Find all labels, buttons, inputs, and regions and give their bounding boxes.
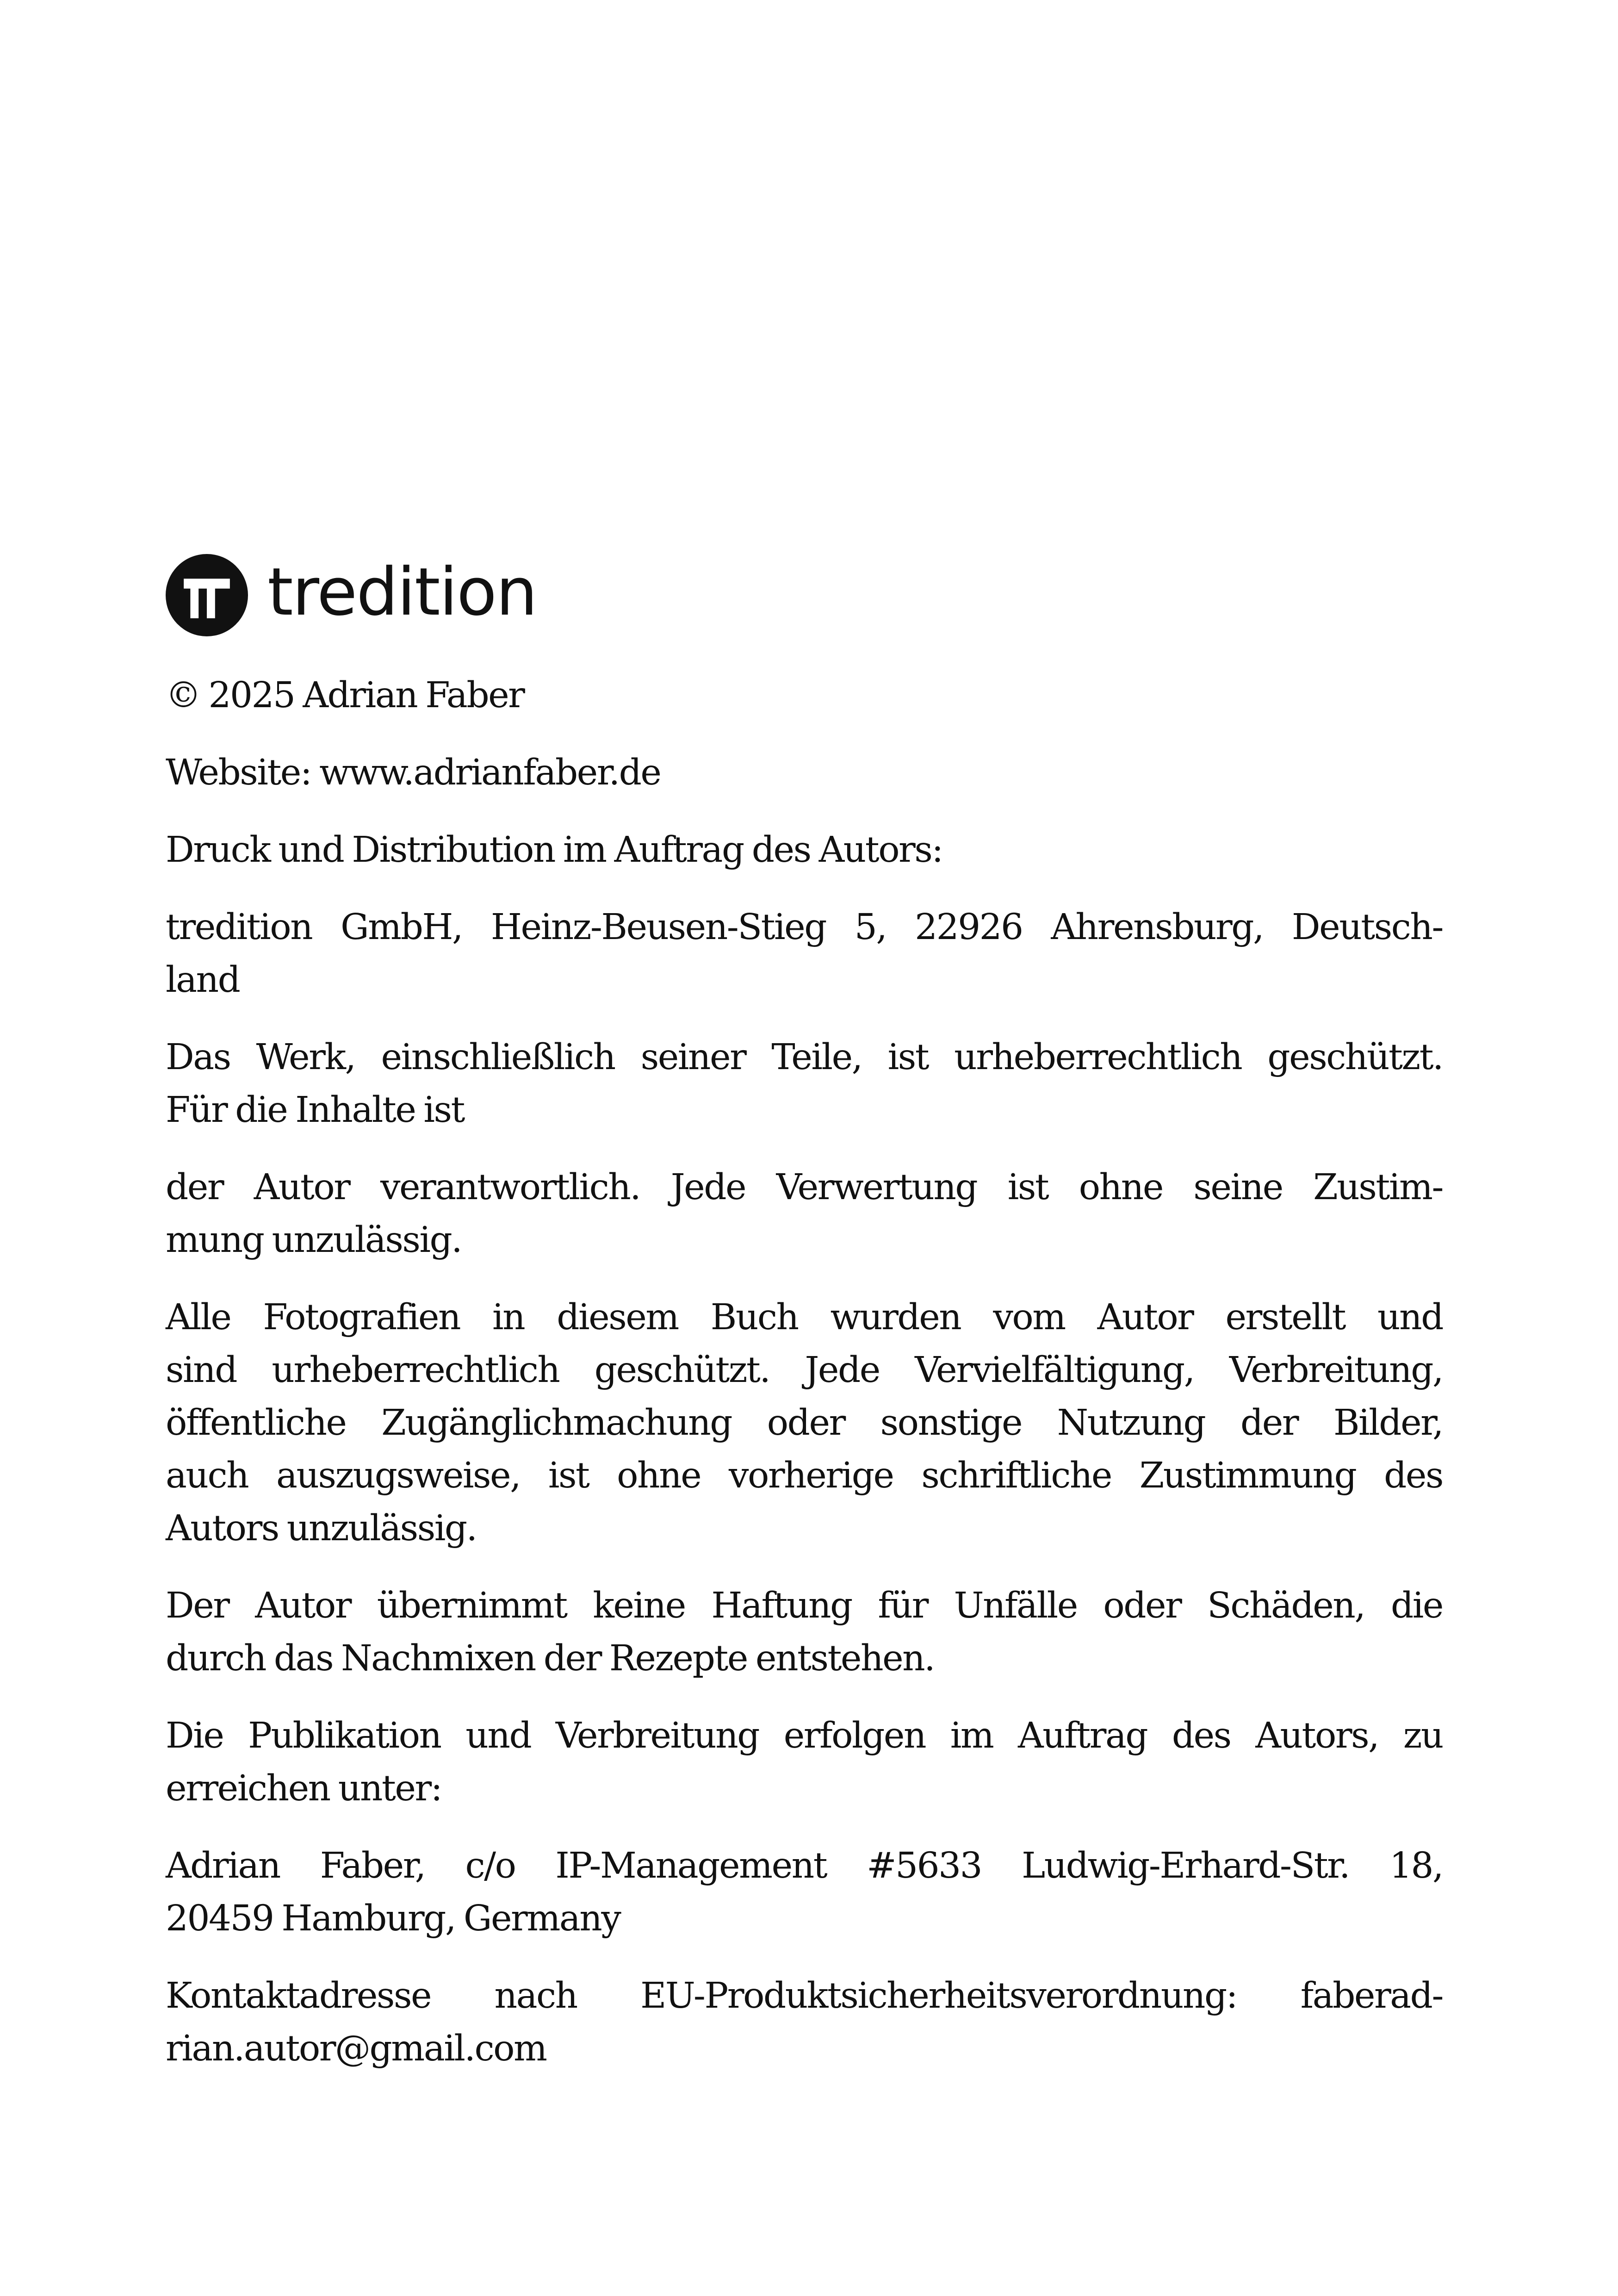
text-line: Für die Inhalte ist: [166, 1089, 464, 1131]
photo-rights-notice: [166, 1291, 1443, 1555]
text-line: Alle Fotografien in diesem Buch wurden vom Autor erstellt und: [166, 1297, 1443, 1338]
text-line: öffentliche Zugänglichmachung oder sonstige Nutzung der Bilder,: [166, 1402, 1443, 1444]
text-line: der Autor verantwortlich. Jede Verwertung ist ohne seine Zustim-: [166, 1167, 1443, 1208]
text-line: Adrian Faber, c/o IP-Management #5633 Ludwig-Erhard-Str. 18,: [166, 1845, 1443, 1886]
logo-wordmark: tredition: [267, 554, 537, 630]
text-line: sind urheberrechtlich geschützt. Jede Vervielfältigung, Verbreitung,: [166, 1350, 1443, 1391]
copyright-line: [166, 669, 1443, 722]
publisher-address: [166, 901, 1443, 1007]
text-line: tredition GmbH, Heinz-Beusen-Stieg 5, 22926 Ahrensburg, Deutsch-: [166, 907, 1443, 948]
text-line: rian.autor@gmail.com: [166, 2028, 546, 2069]
text-line: 20459 Hamburg, Germany: [166, 1898, 620, 1939]
publication-notice: [166, 1710, 1443, 1815]
liability-notice: [166, 1580, 1443, 1685]
text-line: Kontaktadresse nach EU-Produktsicherheitsverordnung: faberad-: [166, 1975, 1443, 2016]
publisher-logo: [166, 554, 1443, 637]
website-line: [166, 747, 1443, 799]
text-line: Druck und Distribution im Auftrag des Autors:: [166, 829, 942, 871]
text-line: auch auszugsweise, ist ohne vorherige schriftliche Zustimmung des: [166, 1455, 1443, 1496]
author-address: [166, 1840, 1443, 1945]
text-line: erreichen unter:: [166, 1768, 442, 1809]
imprint-page: [166, 554, 1443, 2100]
tredition-logo-icon: [166, 554, 248, 636]
print-distribution-heading: [166, 824, 1443, 877]
text-line: land: [166, 959, 240, 1001]
text-line: durch das Nachmixen der Rezepte entstehen.: [166, 1638, 935, 1679]
text-line: Die Publikation und Verbreitung erfolgen im Auftrag des Autors, zu: [166, 1715, 1443, 1756]
text-line: Autors unzulässig.: [166, 1508, 477, 1549]
text-line: © 2025 Adrian Faber: [166, 675, 524, 716]
responsibility-notice: [166, 1161, 1443, 1267]
text-line: Der Autor übernimmt keine Haftung für Unfälle oder Schäden, die: [166, 1585, 1443, 1626]
text-line: Das Werk, einschließlich seiner Teile, ist urheberrechtlich geschützt.: [166, 1037, 1443, 1078]
contact-address: [166, 1970, 1443, 2075]
text-line: Website: www.adrianfaber.de: [166, 752, 661, 793]
text-line: mung unzulässig.: [166, 1220, 462, 1261]
copyright-notice: [166, 1031, 1443, 1137]
